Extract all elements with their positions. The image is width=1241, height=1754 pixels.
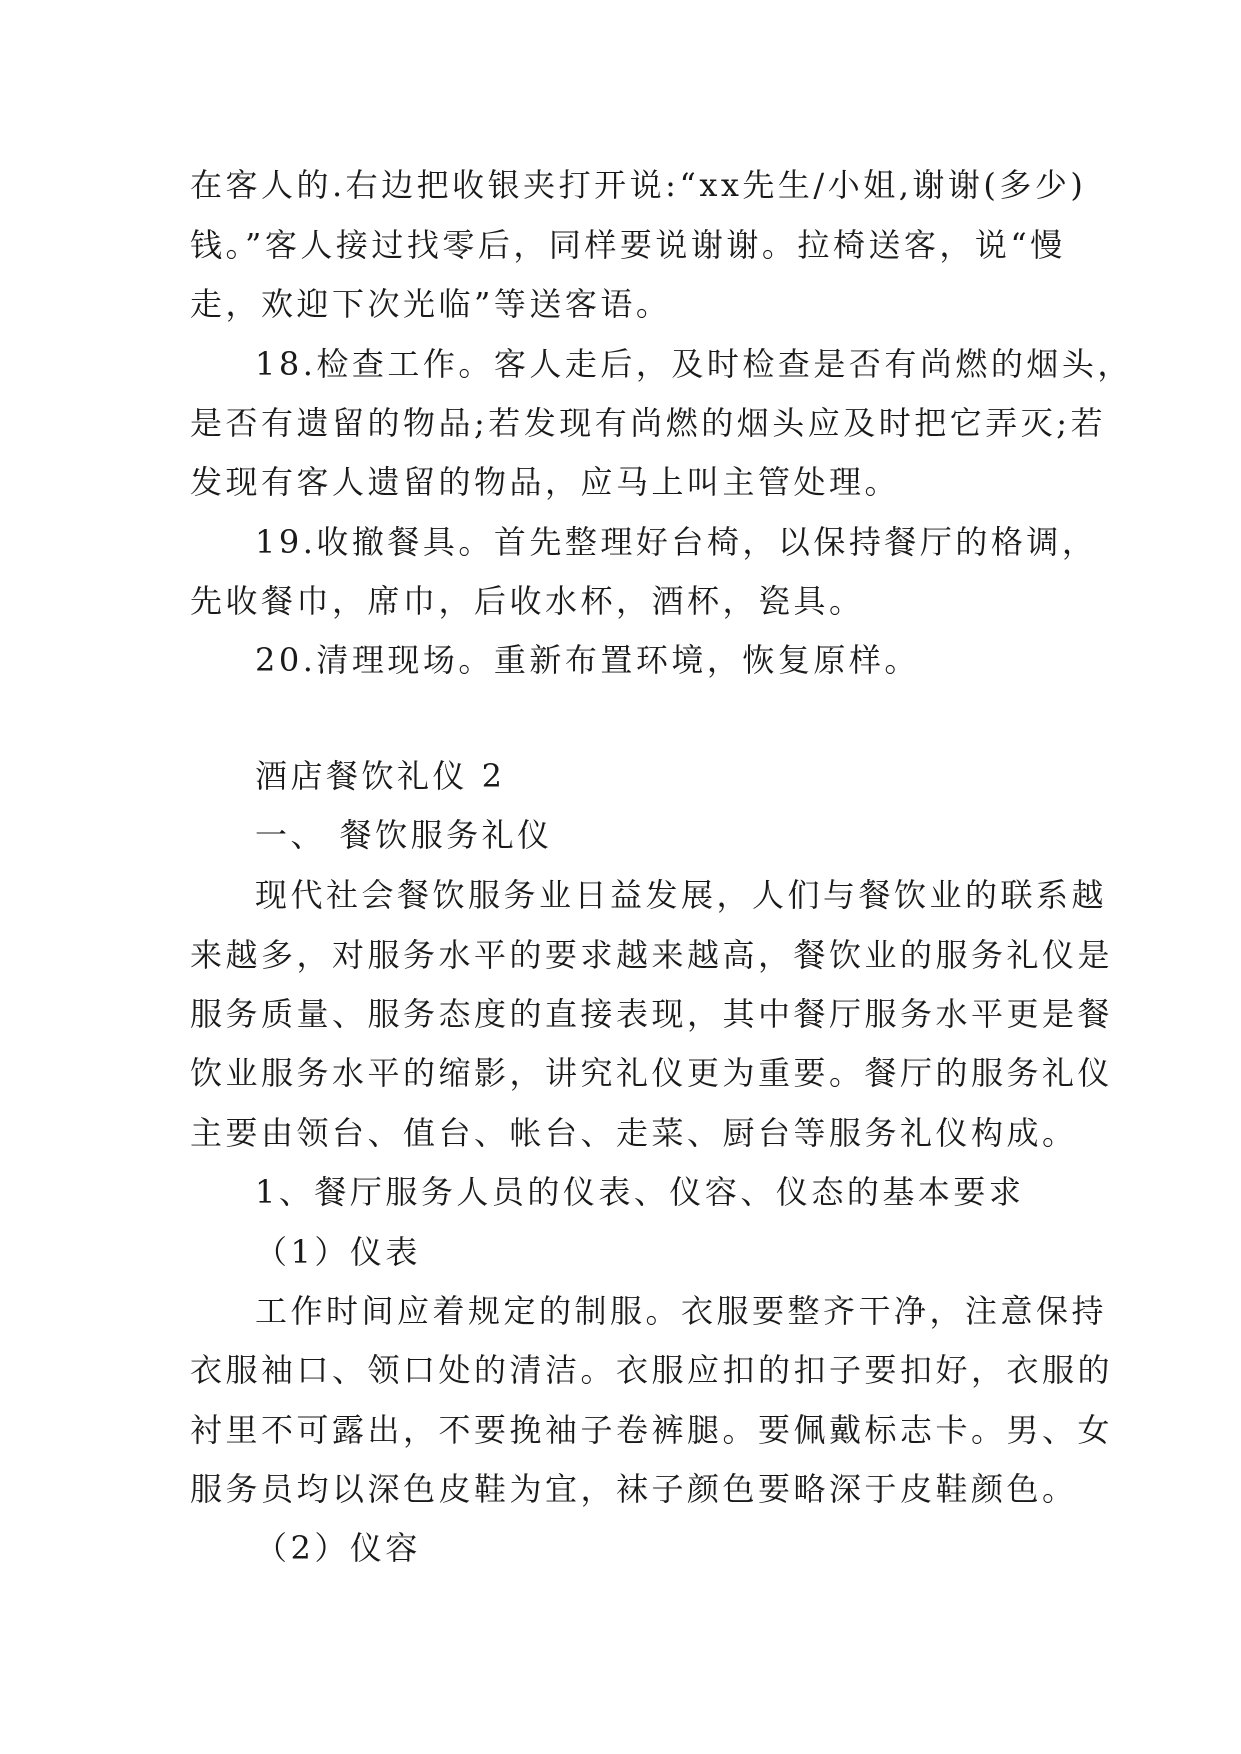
paragraph-line: 衬里不可露出，不要挽袖子卷裤腿。要佩戴标志卡。男、女	[190, 1411, 1114, 1449]
paragraph-line: 发现有客人遗留的物品，应马上叫主管处理。	[190, 463, 901, 501]
section-title: 酒店餐饮礼仪 2	[255, 757, 506, 795]
subsection-heading: （2）仪容	[255, 1529, 421, 1567]
section-heading: 一、 餐饮服务礼仪	[255, 816, 553, 854]
paragraph-line: 钱。”客人接过找零后，同样要说谢谢。拉椅送客，说“慢	[190, 226, 1066, 264]
paragraph-line: 是否有遗留的物品;若发现有尚燃的烟头应及时把它弄灭;若	[190, 404, 1107, 442]
paragraph-line: 衣服袖口、领口处的清洁。衣服应扣的扣子要扣好，衣服的	[190, 1351, 1114, 1389]
subsection-heading: （1）仪表	[255, 1233, 421, 1271]
paragraph-line: 工作时间应着规定的制服。衣服要整齐干净，注意保持	[255, 1292, 1108, 1330]
paragraph-line: 19.收撤餐具。首先整理好台椅，以保持餐厅的格调，	[255, 523, 1098, 561]
paragraph-line: 服务员均以深色皮鞋为宜，袜子颜色要略深于皮鞋颜色。	[190, 1470, 1078, 1508]
paragraph-line: 20.清理现场。重新布置环境，恢复原样。	[255, 641, 920, 679]
paragraph-line: 18.检查工作。客人走后，及时检查是否有尚燃的烟头，	[255, 345, 1133, 383]
paragraph-line: 饮业服务水平的缩影，讲究礼仪更为重要。餐厅的服务礼仪	[190, 1054, 1114, 1092]
paragraph-line: 服务质量、服务态度的直接表现，其中餐厅服务水平更是餐	[190, 995, 1114, 1033]
paragraph-line: 来越多，对服务水平的要求越来越高，餐饮业的服务礼仪是	[190, 936, 1114, 974]
paragraph-line: 在客人的.右边把收银夹打开说:“xx先生/小姐,谢谢(多少)	[190, 166, 1087, 204]
paragraph-line: 走，欢迎下次光临”等送客语。	[190, 285, 672, 323]
subsection-heading: 1、餐厅服务人员的仪表、仪容、仪态的基本要求	[255, 1173, 1025, 1211]
paragraph-line: 先收餐巾，席巾，后收水杯，酒杯，瓷具。	[190, 582, 865, 620]
paragraph-line: 现代社会餐饮服务业日益发展，人们与餐饮业的联系越	[255, 876, 1108, 914]
paragraph-line: 主要由领台、值台、帐台、走菜、厨台等服务礼仪构成。	[190, 1114, 1078, 1152]
